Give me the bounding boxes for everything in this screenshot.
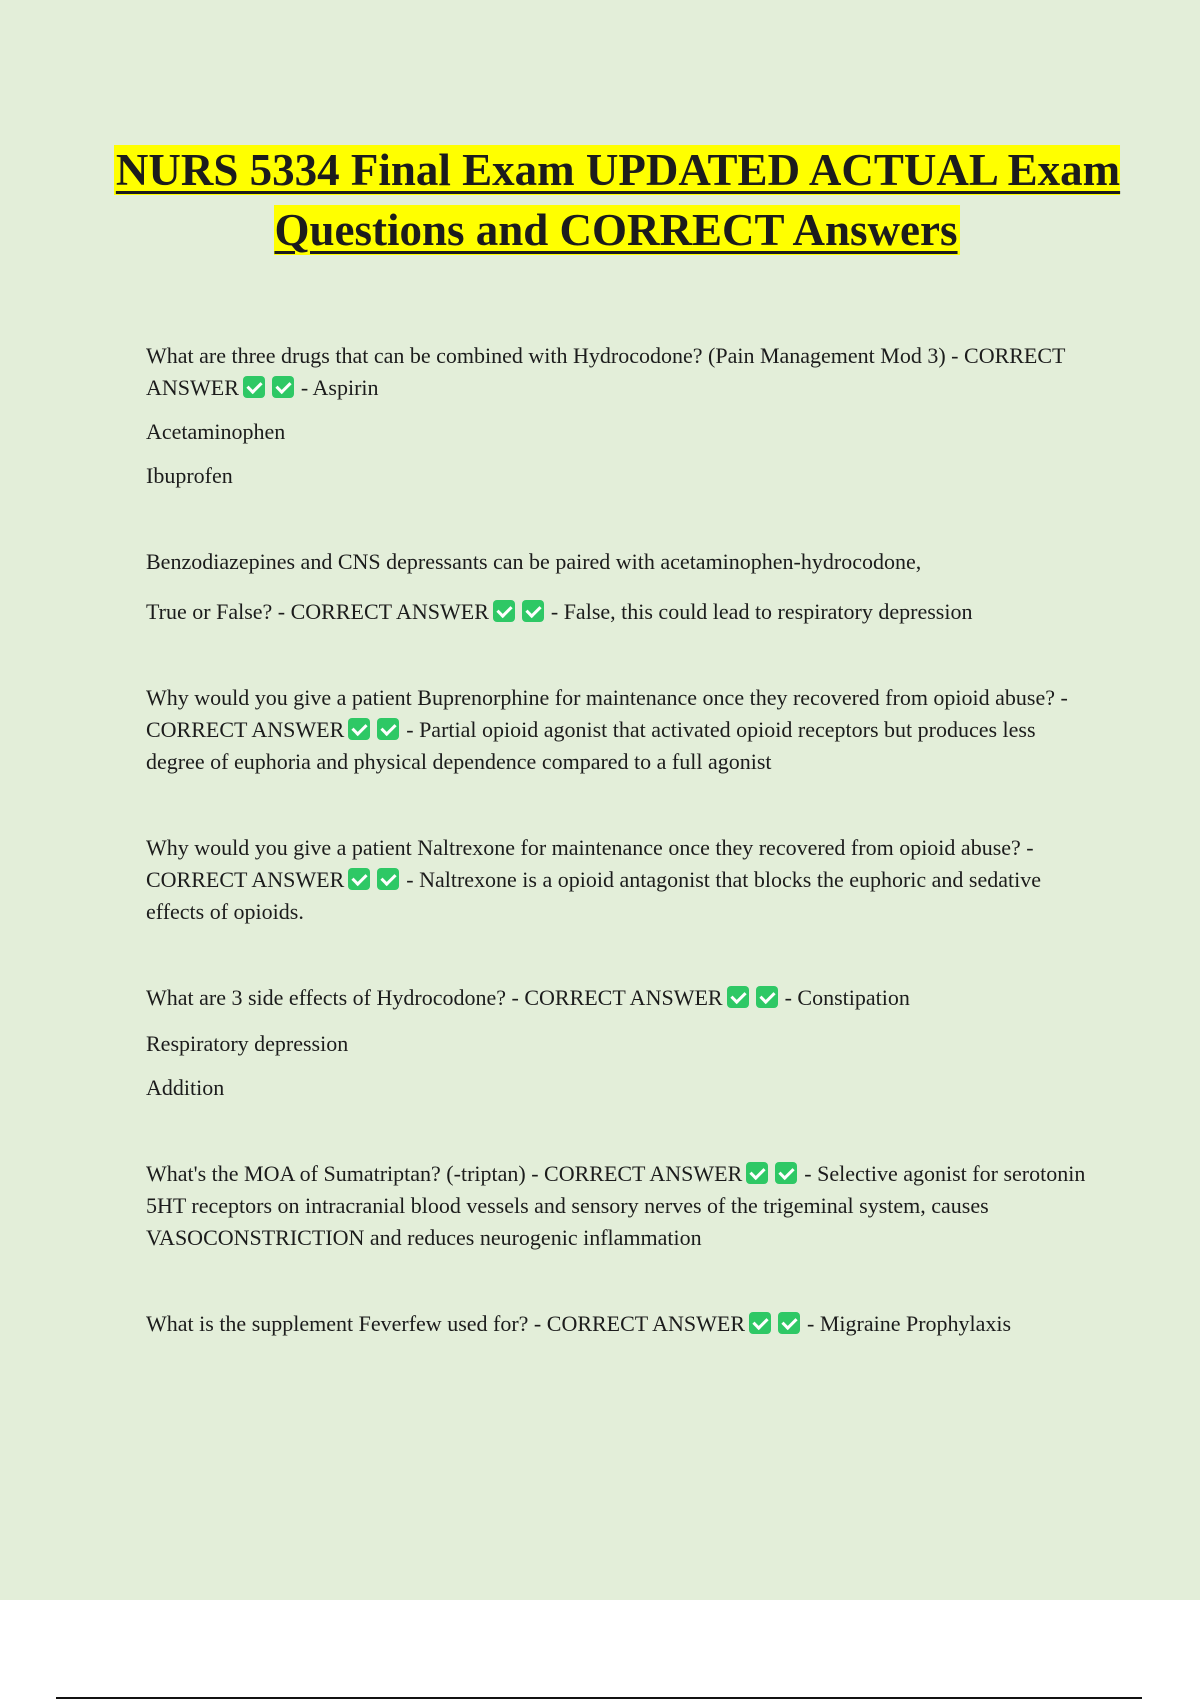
qa-3-text [146,682,1096,778]
check-mark-icon [749,1312,771,1334]
check-mark-icon [348,718,370,740]
check-mark-icon [522,600,544,622]
answer-text: - Naltrexone is a opioid antagonist that blocks the euphoric and sedative effects of opioids. [146,867,1042,924]
qa-5-question-line [146,982,1096,1014]
question-text: Why would you give a patient Buprenorphine for maintenance once they recovered from opioid abuse? - [146,685,1068,710]
qa-item-2 [146,546,1096,628]
answer-marker: CORRECT ANSWER [146,343,1066,400]
answer-text: - Selective agonist for serotonin 5HT receptors on intracranial blood vessels and sensory nerves of the trigeminal system, causes VASOCONSTRICTION and reduces neurogenic inflammation [146,1161,1086,1250]
answer-marker: CORRECT ANSWER [290,599,489,624]
check-mark-icon [756,986,778,1008]
check-mark-icon [493,600,515,622]
qa-1-extra-line-1: Acetaminophen [146,419,286,444]
check-mark-icon [778,1312,800,1334]
qa-5-extra-line-2: Addition [146,1075,225,1100]
question-text: True or False? - [146,599,286,624]
answer-text: - Partial opioid agonist that activated opioid receptors but produces less degree of euphoria and physical dependence compared to a full agonist [146,717,1036,774]
qa-1-question-line [146,340,1096,404]
check-mark-icon [243,376,265,398]
qa-2-question-line-2 [146,596,1096,628]
question-text: What is the supplement Feverfew used for? - [146,1311,542,1336]
qa-1-extra-line-2: Ibuprofen [146,463,233,488]
answer-marker: CORRECT ANSWER [146,717,345,742]
qa-item-4 [146,832,1096,928]
qa-2-question-line-1: Benzodiazepines and CNS depressants can be paired with acetaminophen-hydrocodone, [146,549,922,574]
qa-item-3 [146,682,1096,778]
check-mark-icon [377,868,399,890]
answer-marker: CORRECT ANSWER [146,867,345,892]
qa-item-7 [146,1308,1096,1340]
question-text: What are three drugs that can be combined with Hydrocodone? (Pain Management Mod 3) - [146,343,959,368]
check-mark-icon [727,986,749,1008]
answer-marker: CORRECT ANSWER [544,1161,743,1186]
qa-6-text [146,1158,1096,1254]
qa-item-1 [146,340,1096,492]
check-mark-icon [272,376,294,398]
question-text: What's the MOA of Sumatriptan? (-triptan) - [146,1161,539,1186]
answer-text: - False, this could lead to respiratory depression [550,599,973,624]
check-mark-icon [377,718,399,740]
check-mark-icon [775,1162,797,1184]
check-mark-icon [348,868,370,890]
question-text: What are 3 side effects of Hydrocodone? - [146,985,519,1010]
qa-list [146,340,1096,1340]
qa-7-text [146,1308,1096,1340]
check-mark-icon [746,1162,768,1184]
document-title: NURS 5334 Final Exam UPDATED ACTUAL Exam Questions and CORRECT Answers [115,145,1121,255]
qa-item-5 [146,982,1096,1104]
qa-5-extra-line-1: Respiratory depression [146,1031,349,1056]
question-text: Why would you give a patient Naltrexone for maintenance once they recovered from opioid abuse? - [146,835,1034,860]
footer-divider [56,1697,1142,1699]
answer-text: - Migraine Prophylaxis [807,1311,1012,1336]
answer-marker: CORRECT ANSWER [546,1311,746,1336]
answer-marker: CORRECT ANSWER [524,985,723,1010]
qa-item-6 [146,1158,1096,1254]
answer-text: - Aspirin [300,375,379,400]
qa-4-text [146,832,1096,928]
answer-text: - Constipation [784,985,910,1010]
